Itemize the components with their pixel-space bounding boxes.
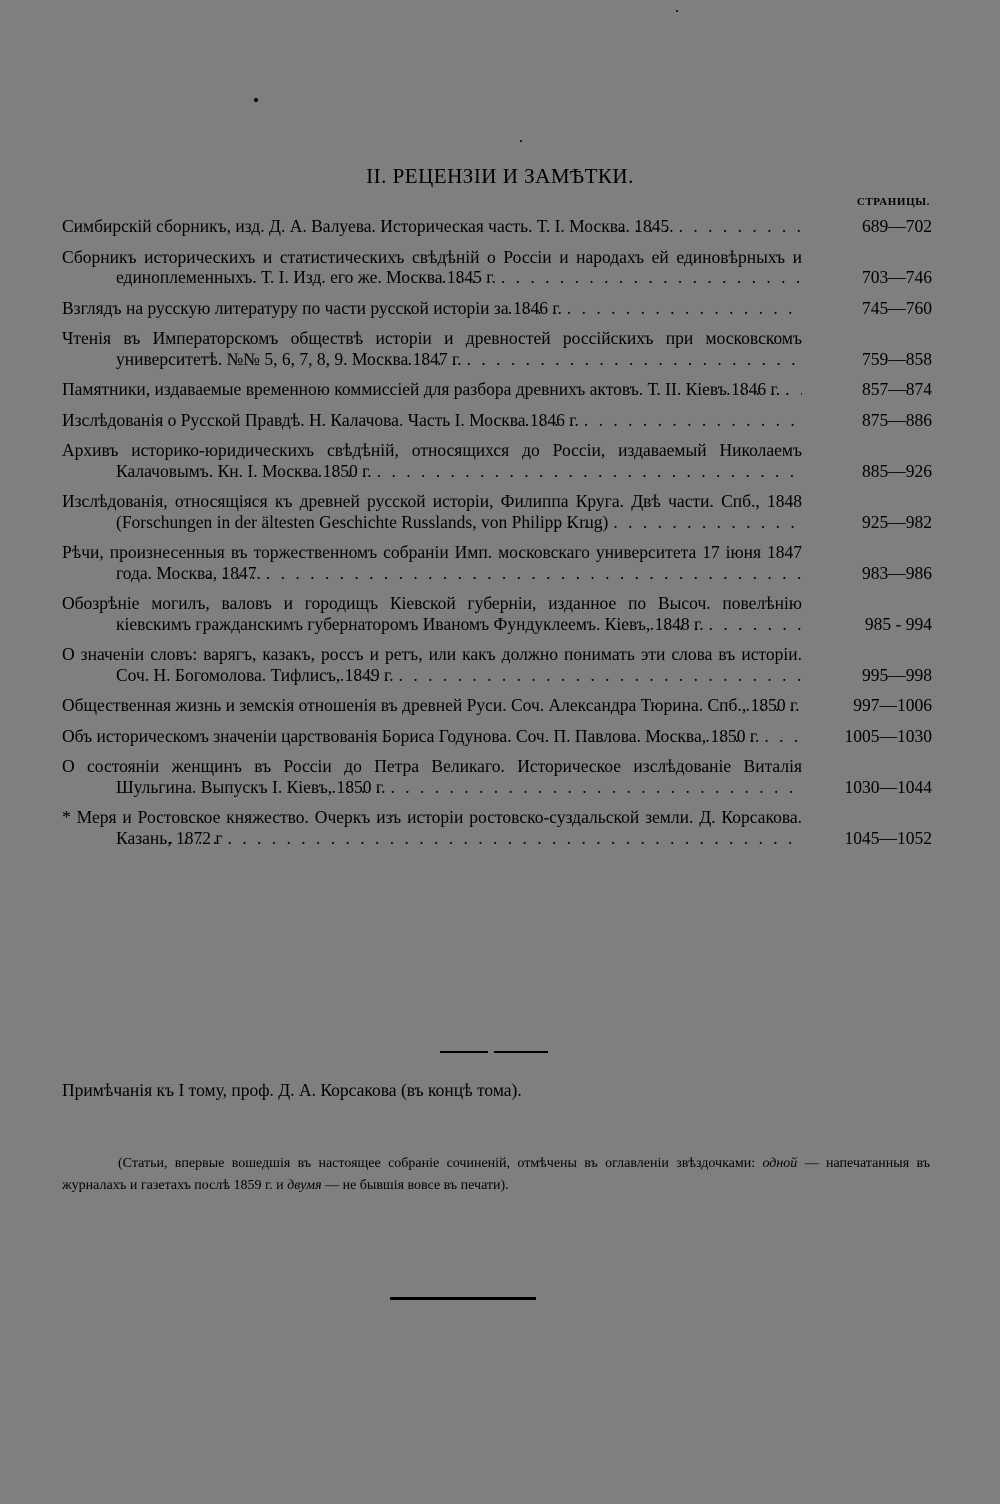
entry-pages: 703—746 <box>802 267 932 288</box>
entry-title: О состояніи женщинъ въ Россіи до Петра Великаго. Историческое изслѣдованіе Виталія Шульгина. Выпускъ I. Кіевъ, 1850 г. . . . <box>62 756 802 797</box>
list-item <box>62 440 932 481</box>
list-item <box>62 298 932 319</box>
contents-list <box>62 216 932 858</box>
list-item <box>62 379 932 400</box>
entry-title: * Меря и Ростовское княжество. Очеркъ изъ исторіи ростовско-суздальской земли. Д. Корсакова. Казань, 1872 г . . . <box>62 807 802 848</box>
section-divider <box>494 1051 548 1053</box>
entry-pages: 759—858 <box>802 349 932 370</box>
footnote-text: — не бывшія вовсе въ печати). <box>321 1178 509 1193</box>
bottom-rule <box>390 1297 536 1300</box>
list-item <box>62 216 932 237</box>
footnote <box>62 1153 930 1197</box>
entry-pages: 1045—1052 <box>802 828 932 849</box>
entry-title: Памятники, издаваемые временною коммиссіей для разбора древнихъ актовъ. Т. II. Кіевъ 1846 г. . . . <box>62 379 802 400</box>
scan-speck <box>676 10 678 12</box>
list-item <box>62 695 932 716</box>
list-item <box>62 247 932 288</box>
section-title: II. РЕЦЕНЗІИ И ЗАМѢТКИ. <box>366 164 634 188</box>
list-item <box>62 410 932 431</box>
list-item <box>62 644 932 685</box>
entry-title: Обозрѣніе могилъ, валовъ и городищъ Кіевской губерніи, изданное по Высоч. повелѣнію кіевскимъ гражданскимъ губернаторомъ Иваномъ Фундуклеемъ. Кіевъ, 1848 г. . . . <box>62 593 802 634</box>
footnote-emphasis: двумя <box>287 1178 322 1193</box>
entry-pages: 689—702 <box>802 216 932 237</box>
list-item <box>62 726 932 747</box>
entry-title: Изслѣдованія, относящіяся къ древней русской исторіи, Филиппа Круга. Двѣ части. Спб., 1848 (Forschungen in der ältesten Geschichte Russlands, von Philipp Krug) . . . <box>62 491 802 532</box>
entry-pages: 875—886 <box>802 410 932 431</box>
scan-speck <box>520 140 522 142</box>
entry-title: Архивъ историко-юридическихъ свѣдѣній, относящихся до Россіи, издаваемый Николаемъ Калачовымъ. Кн. I. Москва 1850 г. . . . <box>62 440 802 481</box>
section-divider <box>440 1051 488 1053</box>
entry-pages: 1030—1044 <box>802 777 932 798</box>
entry-pages: 995—998 <box>802 665 932 686</box>
scan-speck <box>254 98 258 102</box>
list-item <box>62 542 932 583</box>
list-item <box>62 807 932 848</box>
entry-title: Взглядъ на русскую литературу по части русской исторіи за 1846 г. . . . <box>62 298 802 319</box>
entry-title: Изслѣдованія о Русской Правдѣ. Н. Калачова. Часть I. Москва 1846 г. . . . <box>62 410 802 431</box>
entry-pages: 925—982 <box>802 512 932 533</box>
entry-title: О значеніи словъ: варягъ, казакъ, россъ и ретъ, или какъ должно понимать эти слова въ исторіи. Соч. Н. Богомолова. Тифлисъ, 1849 г. . . . <box>62 644 802 685</box>
entry-title: Рѣчи, произнесенныя въ торжественномъ собраніи Имп. московскаго университета 17 іюня 1847 года. Москва, 1847. . . . <box>62 542 802 583</box>
footnote-text: (Статьи, впервые вошедшія въ настоящее собраніе сочиненій, отмѣчены въ оглавленіи звѣздочками: <box>118 1156 763 1171</box>
entry-pages: 745—760 <box>802 298 932 319</box>
entry-pages: 885—926 <box>802 461 932 482</box>
list-item <box>62 328 932 369</box>
entry-title: Объ историческомъ значеніи царствованія Бориса Годунова. Соч. П. Павлова. Москва, 1850 г. . . . <box>62 726 802 747</box>
entry-pages: 857—874 <box>802 379 932 400</box>
entry-pages: 985 - 994 <box>802 614 932 635</box>
entry-pages: 983—986 <box>802 563 932 584</box>
entry-pages: 1005—1030 <box>802 726 932 747</box>
footnote-text: — напечатанныя въ журналахъ и газетахъ послѣ 1859 г. и <box>62 1156 930 1193</box>
entry-title: Чтенія въ Императорскомъ обществѣ исторіи и древностей россійскихъ при московскомъ университетѣ. №№ 5, 6, 7, 8, 9. Москва 1847 г. . . . <box>62 328 802 369</box>
list-item <box>62 491 932 532</box>
entry-pages: 997—1006 <box>802 695 932 716</box>
entry-title: Сборникъ историческихъ и статистическихъ свѣдѣній о Россіи и народахъ ей единовѣрныхъ и единоплеменныхъ. Т. I. Изд. его же. Москва 1845 г. . . . <box>62 247 802 288</box>
notes-line: Примѣчанія къ I тому, проф. Д. А. Корсакова (въ концѣ тома). <box>62 1080 522 1100</box>
list-item <box>62 756 932 797</box>
pages-column-header: СТРАНИЦЫ. <box>856 196 930 208</box>
footnote-emphasis: одной <box>762 1156 798 1171</box>
entry-title: Общественная жизнь и земскія отношенія въ древней Руси. Соч. Александра Тюрина. Спб., 1850 г. . . . <box>62 695 802 716</box>
list-item <box>62 593 932 634</box>
entry-title: Симбирскій сборникъ, изд. Д. А. Валуева. Историческая часть. Т. I. Москва. 1845. . . . <box>62 216 802 237</box>
